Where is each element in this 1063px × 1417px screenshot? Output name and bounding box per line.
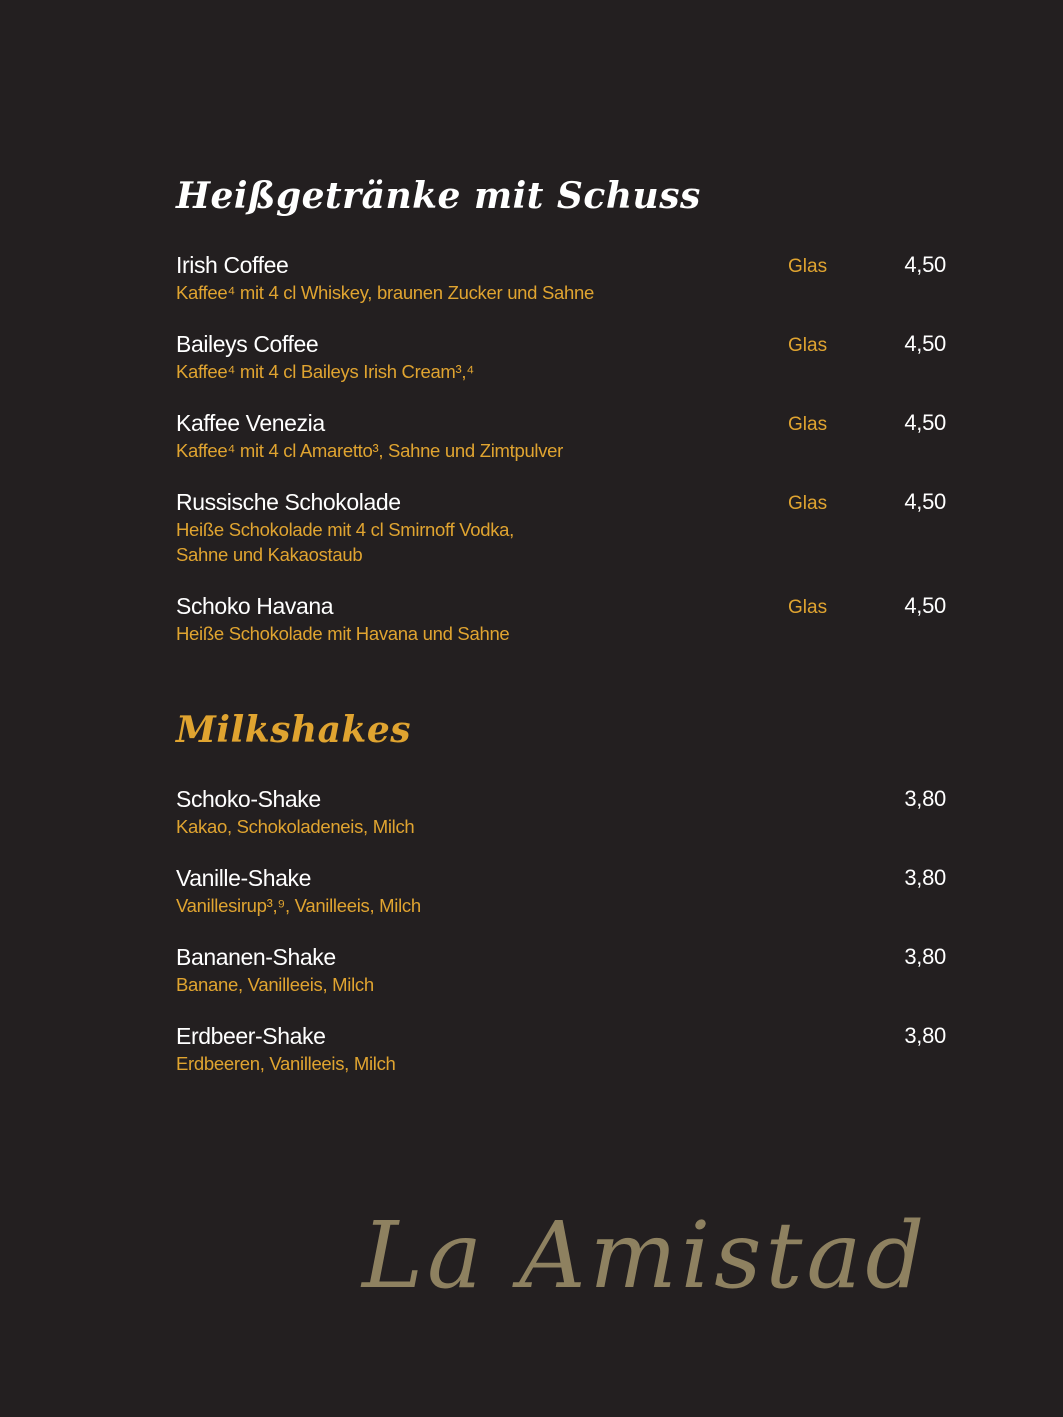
item-price: 3,80 [904, 786, 946, 811]
item-name: Baileys Coffee [176, 331, 319, 357]
section-title-milkshakes: Milkshakes [176, 709, 412, 751]
item-price: 4,50 [904, 331, 946, 356]
menu-item-irish-coffee [176, 252, 946, 332]
item-price: 4,50 [904, 593, 946, 618]
item-price: 3,80 [904, 1023, 946, 1048]
item-price: 4,50 [904, 410, 946, 435]
section-title-hot-drinks: Heißgetränke mit Schuss [176, 175, 701, 217]
item-unit: Glas [788, 597, 828, 618]
item-description: Kaffee⁴ mit 4 cl Amaretto³, Sahne und Zimtpulver [176, 440, 564, 461]
item-unit: Glas [788, 256, 828, 277]
item-description: Kakao, Schokoladeneis, Milch [176, 816, 415, 837]
item-price: 4,50 [904, 489, 946, 514]
item-price: 3,80 [904, 944, 946, 969]
menu-item-bananen-shake [176, 944, 946, 1024]
item-name: Russische Schokolade [176, 489, 401, 515]
menu-item-kaffee-venezia [176, 410, 946, 490]
menu-item-baileys-coffee [176, 331, 946, 411]
item-name: Irish Coffee [176, 252, 289, 278]
item-name: Kaffee Venezia [176, 410, 325, 436]
item-name: Schoko-Shake [176, 786, 321, 812]
item-description: Vanillesirup³,⁹, Vanilleeis, Milch [176, 895, 421, 916]
item-description: Heiße Schokolade mit 4 cl Smirnoff Vodka, Sahne und Kakaostaub [176, 519, 514, 565]
item-description: Kaffee⁴ mit 4 cl Baileys Irish Cream³,⁴ [176, 361, 474, 382]
item-unit: Glas [788, 414, 828, 435]
item-description: Banane, Vanilleeis, Milch [176, 974, 374, 995]
menu-item-erdbeer-shake [176, 1023, 946, 1103]
menu-item-russische-schokolade [176, 489, 946, 569]
menu-item-schoko-shake [176, 786, 946, 866]
item-price: 3,80 [904, 865, 946, 890]
item-price: 4,50 [904, 252, 946, 277]
item-name: Vanille-Shake [176, 865, 312, 891]
item-description: Erdbeeren, Vanilleeis, Milch [176, 1053, 396, 1074]
menu-item-schoko-havana [176, 593, 946, 673]
item-name: Schoko Havana [176, 593, 334, 619]
item-name: Erdbeer-Shake [176, 1023, 326, 1049]
item-description: Kaffee⁴ mit 4 cl Whiskey, braunen Zucker und Sahne [176, 282, 594, 303]
item-description: Heiße Schokolade mit Havana und Sahne [176, 623, 510, 644]
menu-item-vanille-shake [176, 865, 946, 945]
item-unit: Glas [788, 493, 828, 514]
item-unit: Glas [788, 335, 828, 356]
item-name: Bananen-Shake [176, 944, 336, 970]
brand-logo-text: La Amistad [362, 1202, 929, 1309]
